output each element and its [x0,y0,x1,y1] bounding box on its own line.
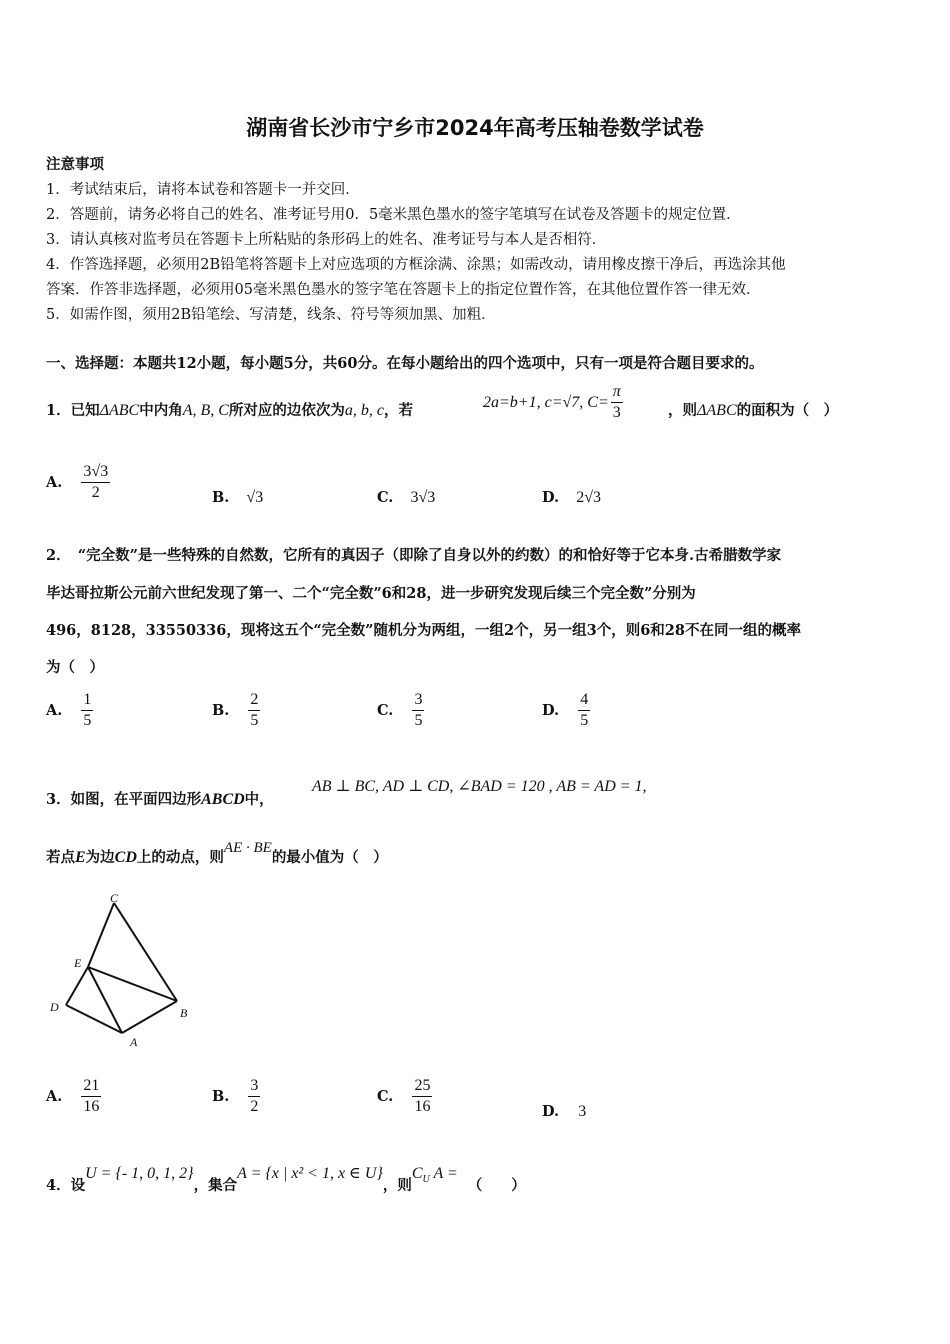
q3-option-b[interactable] [212,1076,260,1117]
q1-option-c[interactable] [377,487,435,507]
segment-ce [88,903,114,967]
notice-item: 答案．作答非选择题，必须用05毫米黑色墨水的签字笔在答题卡上的指定位置作答，在其他位置作答一律无效． [46,282,761,298]
q3-math-dot-product: AE · BE [223,840,272,856]
option-label: A. [46,702,63,719]
q1-math-angles: A, B, C [182,402,229,419]
q1-text: 所对应的边依次为 [228,402,345,419]
notice-item: 1．考试结束后，请将本试卷和答题卡一并交回． [46,182,360,198]
segment-cb [114,903,177,1001]
option-label: B. [212,489,230,506]
q1-option-a[interactable] [46,462,110,503]
q1-text: 的面积为（ ） [736,402,839,419]
quadrilateral-figure [44,893,204,1053]
q3-text: 3．如图，在平面四边形 [46,791,202,808]
q2-option-a[interactable] [46,690,93,731]
page-title: 湖南省长沙市宁乡市2024年高考压轴卷数学试卷 [246,116,704,140]
notice-heading: 注意事项 [46,156,104,173]
q3-text: 的最小值为（ ） [271,849,388,866]
q4-answer-blank: （ ） [467,1177,526,1194]
q3-option-a[interactable] [46,1076,101,1117]
label-d: D [50,1000,59,1014]
option-numerator: 3√3 [81,462,110,483]
q4-complement-subscript: U [422,1174,430,1186]
q3-math-point: E [75,849,86,866]
label-b: B [180,1006,188,1020]
option-denominator: 16 [83,1098,100,1115]
question-3 [46,788,274,809]
q4-math-complement [411,1165,458,1186]
option-numerator: 4 [578,690,590,711]
segment-ed [66,967,88,1005]
q4-text: ，则 [382,1177,412,1194]
q3-text: 上的动点，则 [136,849,224,866]
option-value: 3 [578,1103,587,1120]
q1-text: 1．已知 [46,402,100,419]
option-denominator: 5 [83,712,92,729]
notice-item: 4．作答选择题，必须用2B铅笔将答题卡上对应选项的方框涂满、涂黑；如需改动，请用橡皮擦干净后，再选涂其他 [46,257,786,273]
question-2-line: 2． “完全数”是一些特殊的自然数，它所有的真因子（即除了自身以外的约数）的和恰好等于它本身.古希腊数学家 [46,547,782,564]
section-heading: 一、选择题：本题共12小题，每小题5分，共60分。在每小题给出的四个选项中，只有一项是符合题目要求的。 [46,355,764,372]
notice-item: 3．请认真核对监考员在答题卡上所粘贴的条形码上的姓名、准考证号与本人是否相符． [46,232,607,248]
option-label: D. [542,702,560,719]
option-value: 3√3 [410,489,436,506]
option-denominator: 2 [250,1098,259,1115]
q1-text: 中内角 [139,402,183,419]
q1-option-b[interactable] [212,487,263,507]
q1-angle-numerator: π [611,382,623,403]
option-denominator: 5 [580,712,589,729]
q3-text: 中， [244,791,274,808]
option-label: D. [542,489,560,506]
question-1 [46,399,413,420]
q1-math-condition: 2a=b+1, c=√7, C= [483,394,609,411]
question-4 [46,1165,526,1197]
q1-math-triangle: ΔABC [697,402,737,419]
notice-item: 5．如需作图，须用2B铅笔绘、写清楚，线条、符号等须加黑、加粗． [46,307,496,323]
q1-math-sides: a, b, c [344,402,385,419]
q1-tail [668,399,838,420]
option-label: A. [46,1088,63,1105]
option-label: C. [377,1088,394,1105]
option-denominator: 5 [414,712,423,729]
segment-eb [88,967,177,1001]
option-value: √3 [246,489,264,506]
q3-math-condition: AB ⊥ BC, AD ⊥ CD, ∠BAD = 120 , AB = AD = 1, [312,778,647,795]
q4-math-universal-set: U = {- 1, 0, 1, 2} [85,1165,194,1182]
q3-option-d[interactable] [542,1101,586,1121]
figure-lines [66,903,177,1033]
option-label: D. [542,1103,560,1120]
option-denominator: 5 [250,712,259,729]
q1-text: ，若 [384,402,414,419]
q3-option-c[interactable] [377,1076,432,1117]
option-numerator: 21 [81,1076,101,1097]
option-label: C. [377,489,394,506]
q3-text: 为边 [85,849,115,866]
q2-option-b[interactable] [212,690,260,731]
q3-text: 若点 [46,849,75,866]
label-c: C [110,893,119,905]
label-a: A [130,1035,138,1049]
q1-option-d[interactable] [542,487,601,507]
q2-option-d[interactable] [542,690,590,731]
option-denominator: 2 [91,484,100,501]
option-numerator: 25 [412,1076,432,1097]
q1-text: ，则 [668,402,697,419]
q3-condition [312,776,647,796]
option-numerator: 3 [412,690,424,711]
option-numerator: 2 [248,690,260,711]
option-value: 2√3 [576,489,601,506]
option-denominator: 16 [414,1098,431,1115]
q1-math-triangle: ΔABC [99,402,140,419]
q2-option-c[interactable] [377,690,424,731]
q4-math-set-a: A = {x | x² < 1, x ∈ U} [237,1165,383,1182]
notice-item: 2．答题前，请务必将自己的姓名、准考证号用0．5毫米黑色墨水的签字笔填写在试卷及答题卡的规定位置． [46,207,741,223]
option-numerator: 1 [81,690,93,711]
option-label: B. [212,702,230,719]
question-2-line: 为（ ） [46,659,104,676]
q4-text: ，集合 [193,1177,238,1194]
question-2-line: 毕达哥拉斯公元前六世纪发现了第一、二个“完全数”6和28，进一步研究发现后续三个完全数”分别为 [46,585,696,602]
q4-text: 4．设 [46,1177,86,1194]
segment-ea [88,967,122,1033]
segment-ab [122,1001,177,1033]
option-numerator: 3 [248,1076,260,1097]
q4-complement-symbol: C [411,1165,423,1182]
q3-math-quad: ABCD [201,791,245,808]
question-3-line-2 [46,840,388,867]
q4-complement-target: A = [429,1165,458,1182]
segment-da [66,1005,122,1033]
question-2-line: 496，8128，33550336，现将这五个“完全数”随机分为两组，一组2个，另一组3个，则6和28不在同一组的概率 [46,622,801,639]
option-label: A. [46,474,63,491]
q1-condition [483,382,623,423]
q1-angle-denominator: 3 [612,404,621,421]
option-label: C. [377,702,394,719]
q3-math-side: CD [114,849,137,866]
option-label: B. [212,1088,230,1105]
label-e: E [74,956,82,970]
